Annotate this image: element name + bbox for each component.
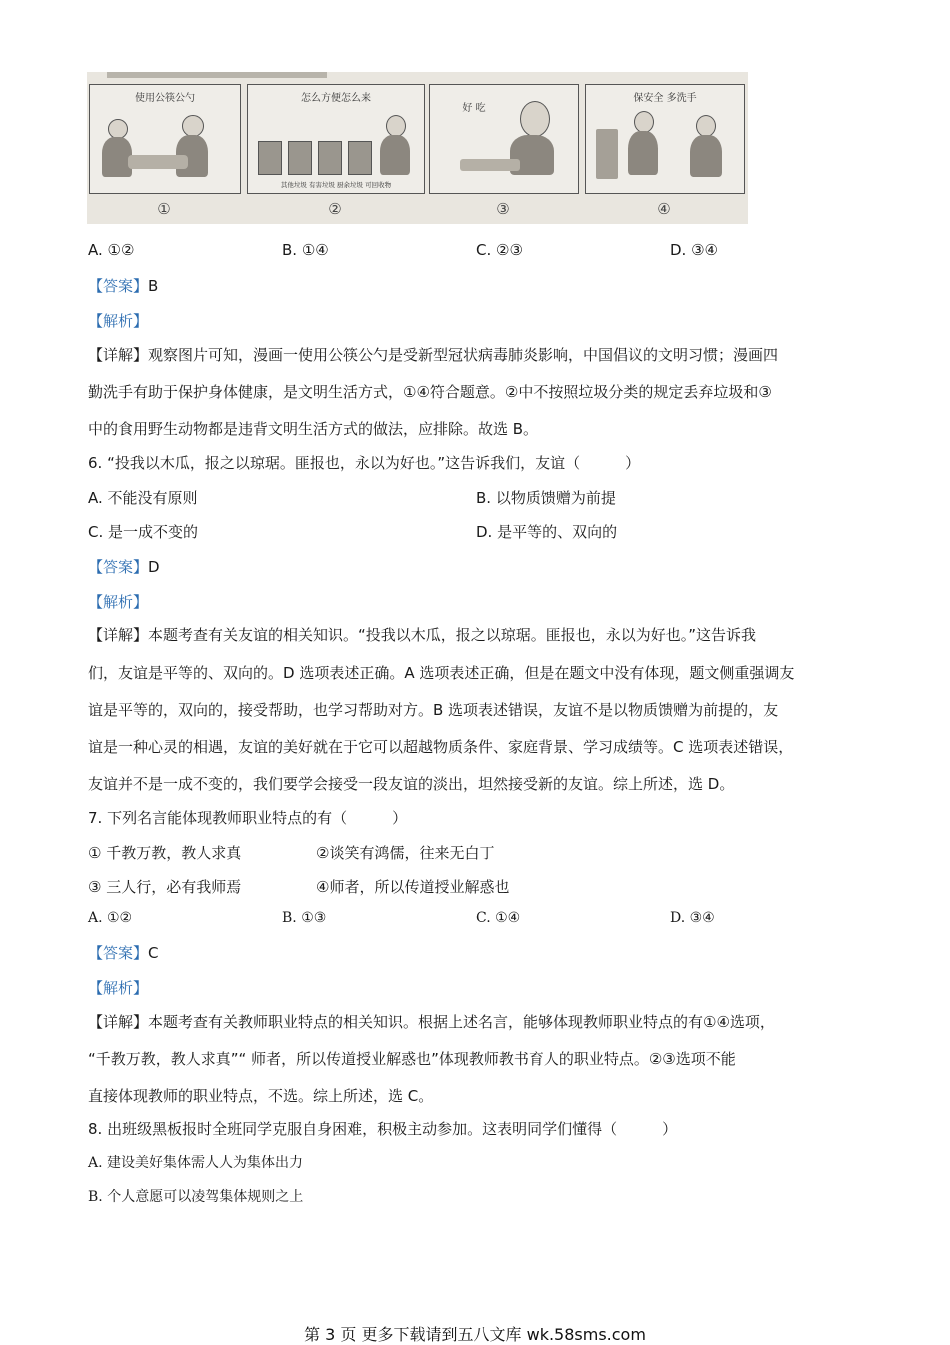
comic-title-band xyxy=(107,72,327,78)
answer-value: B xyxy=(148,277,159,295)
q8-option-a: A. 建设美好集体需人人为集体出力 xyxy=(88,1155,304,1171)
panel-number: ② xyxy=(328,200,342,218)
q6-analysis-tag: 【解析】 xyxy=(88,593,149,611)
q7-statement-1: ① 千教万教，教人求真 xyxy=(88,844,242,862)
q7-option-b: B. ①③ xyxy=(282,910,327,926)
q7-analysis-tag: 【解析】 xyxy=(88,979,149,997)
q5-option-c: C. ②③ xyxy=(476,241,523,259)
q5-option-a: A. ①② xyxy=(88,241,135,259)
q5-analysis-tag: 【解析】 xyxy=(88,312,149,330)
figure-head xyxy=(108,119,128,139)
q5-detail-line-1 xyxy=(88,344,778,365)
page-footer: 第 3 页 更多下载请到五八文库 wk.58sms.com xyxy=(304,1325,646,1344)
figure-head xyxy=(634,111,654,133)
q6-detail-line-5: 友谊并不是一成不变的，我们要学会接受一段友谊的淡出，坦然接受新的友谊。综上所述，选 D。 xyxy=(88,775,735,793)
q5-detail-line-3: 中的食用野生动物都是违背文明生活方式的做法，应排除。故选 B。 xyxy=(88,420,539,438)
q7-stem: 7. 下列名言能体现教师职业特点的有（ ） xyxy=(88,809,408,827)
bin-labels: 其他垃圾 有害垃圾 厨余垃圾 可回收物 xyxy=(280,181,392,189)
figure-body xyxy=(690,135,722,177)
answer-tag: 【答案】 xyxy=(88,944,149,962)
q6-option-a: A. 不能没有原则 xyxy=(88,489,198,507)
q6-detail-line-2: 们，友谊是平等的、双向的。D 选项表述正确。A 选项表述正确，但是在题文中没有体现，题文侧重强调友 xyxy=(88,664,795,682)
q5-answer xyxy=(88,275,158,296)
answer-value: C xyxy=(148,944,159,962)
q6-answer xyxy=(88,556,160,577)
q7-option-c: C. ①④ xyxy=(476,910,521,926)
detail-text: 本题考查有关友谊的相关知识。“投我以木瓜，报之以琼琚。匪报也，永以为好也。”这告诉我 xyxy=(148,626,757,644)
trash-bin xyxy=(258,141,282,175)
q5-detail-line-2: 勤洗手有助于保护身体健康，是文明生活方式，①④符合题意。②中不按照垃圾分类的规定丢弃垃圾和③ xyxy=(88,383,772,401)
q6-detail-line-4: 谊是一种心灵的相遇，友谊的美好就在于它可以超越物质条件、家庭背景、学习成绩等。C 选项表述错误， xyxy=(88,738,794,756)
q7-answer xyxy=(88,942,159,963)
answer-value: D xyxy=(148,558,160,576)
panel-caption: 保安全 多洗手 xyxy=(633,93,697,104)
trash-bin xyxy=(288,141,312,175)
q7-detail-line-3: 直接体现教师的职业特点，不选。综上所述，选 C。 xyxy=(88,1087,434,1105)
panel-number: ③ xyxy=(496,200,510,218)
figure-head xyxy=(182,115,204,137)
comic-panel-3 xyxy=(429,84,579,194)
comic-strip xyxy=(87,72,748,224)
q6-option-b: B. 以物质馈赠为前提 xyxy=(476,489,616,507)
q6-option-d: D. 是平等的、双向的 xyxy=(476,523,618,541)
q7-option-d: D. ③④ xyxy=(670,910,715,926)
q5-option-b: B. ①④ xyxy=(282,241,329,259)
q8-stem: 8. 出班级黑板报时全班同学克服自身困难，积极主动参加。这表明同学们懂得（ ） xyxy=(88,1120,678,1138)
panel-number: ④ xyxy=(657,200,671,218)
panel-caption: 好 吃 xyxy=(462,103,486,114)
detail-tag: 【详解】 xyxy=(88,1013,149,1031)
q7-detail-line-1 xyxy=(88,1011,775,1032)
figure-body xyxy=(380,135,410,175)
q7-statement-2: ②谈笑有鸿儒，往来无白丁 xyxy=(316,844,495,862)
q6-detail-line-1 xyxy=(88,624,756,645)
q7-statement-3: ③ 三人行，必有我师焉 xyxy=(88,878,242,896)
panel-caption: 怎么方便怎么来 xyxy=(301,93,371,104)
answer-tag: 【答案】 xyxy=(88,277,149,295)
q6-detail-line-3: 谊是平等的，双向的，接受帮助，也学习帮助对方。B 选项表述错误，友谊不是以物质馈赠为前提的，友 xyxy=(88,701,779,719)
panel-number: ① xyxy=(157,200,171,218)
q7-option-a: A. ①② xyxy=(88,910,133,926)
detail-tag: 【详解】 xyxy=(88,346,149,364)
answer-tag: 【答案】 xyxy=(88,558,149,576)
figure-head xyxy=(696,115,716,137)
q8-option-b: B. 个人意愿可以凌驾集体规则之上 xyxy=(88,1189,304,1205)
detail-tag: 【详解】 xyxy=(88,626,149,644)
q6-option-c: C. 是一成不变的 xyxy=(88,523,199,541)
figure-head xyxy=(520,101,550,137)
q7-detail-line-2: “千教万教，教人求真”“ 师者，所以传道授业解惑也”体现教师教书育人的职业特点。②③选项不能 xyxy=(88,1050,736,1068)
table xyxy=(460,159,520,171)
figure-head xyxy=(386,115,406,137)
figure-body xyxy=(628,131,658,175)
panel-caption: 使用公筷公勺 xyxy=(135,93,195,104)
trash-bin xyxy=(318,141,342,175)
detail-text: 观察图片可知，漫画一使用公筷公勺是受新型冠状病毒肺炎影响，中国倡议的文明习惯；漫画四 xyxy=(148,346,779,364)
sink xyxy=(596,129,618,179)
q7-statement-4: ④师者，所以传道授业解惑也 xyxy=(316,878,510,896)
table xyxy=(128,155,188,169)
detail-text: 本题考查有关教师职业特点的相关知识。根据上述名言，能够体现教师职业特点的有①④选项， xyxy=(148,1013,775,1031)
comic-panel-1 xyxy=(89,84,241,194)
trash-bin xyxy=(348,141,372,175)
q5-option-d: D. ③④ xyxy=(670,241,718,259)
q6-stem: 6. “投我以木瓜，报之以琼琚。匪报也，永以为好也。”这告诉我们，友谊（ ） xyxy=(88,454,641,472)
comic-panel-4 xyxy=(585,84,745,194)
